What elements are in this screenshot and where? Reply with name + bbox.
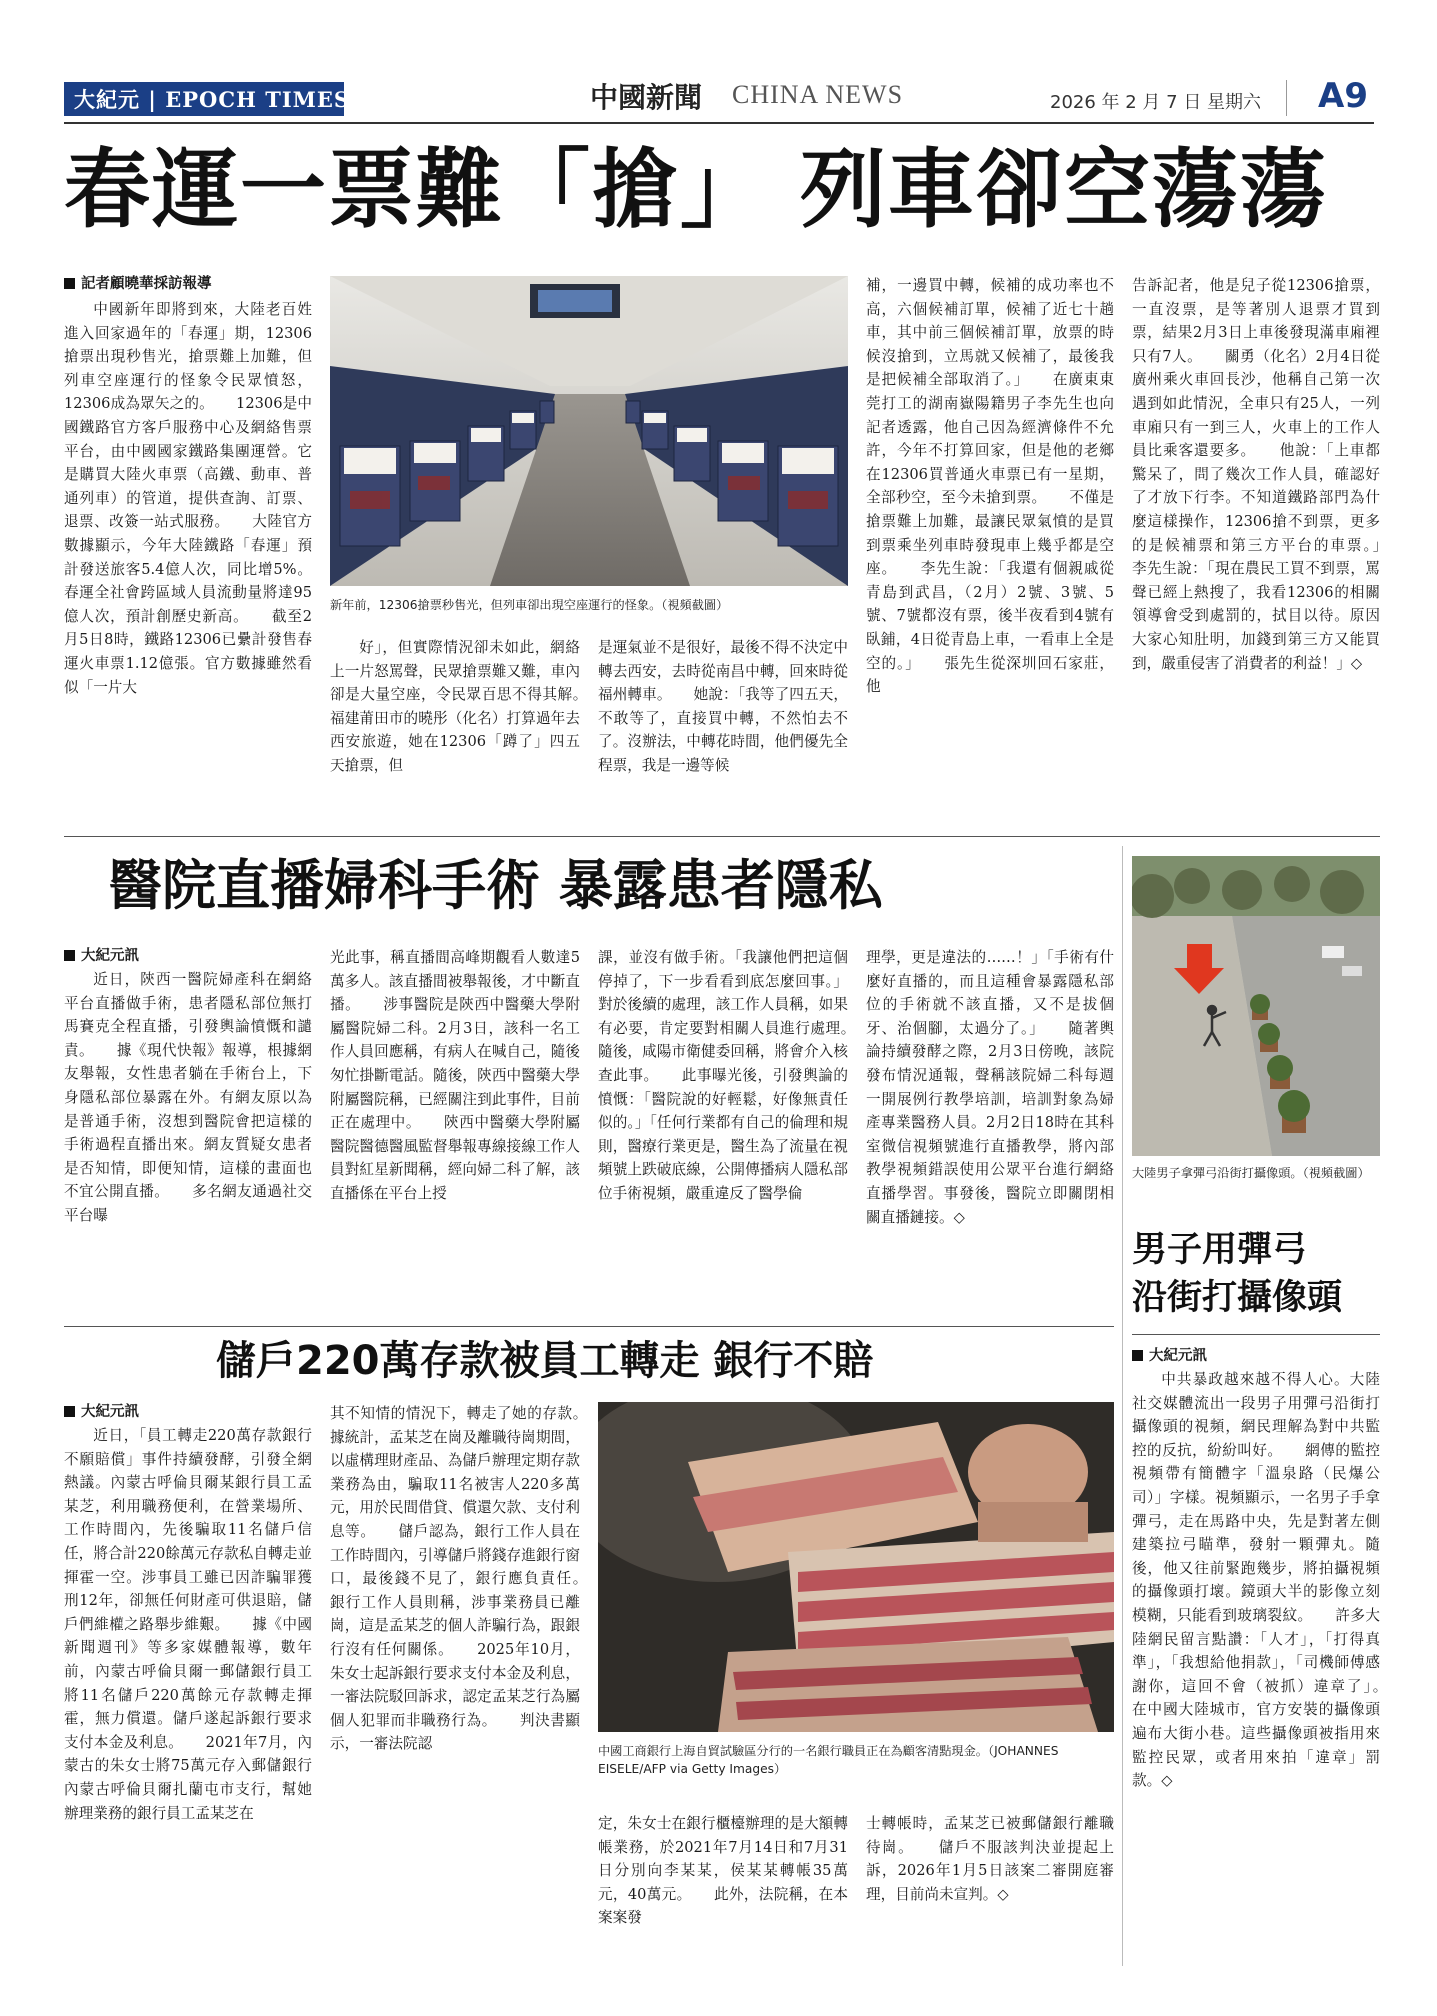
story4-byline: 大紀元訊 xyxy=(64,1400,139,1421)
story1-headline: 春運一票難「搶」 列車卻空蕩蕩 xyxy=(64,139,1328,240)
logo-text: 大紀元 | EPOCH TIMES xyxy=(74,87,351,112)
story3-headline-line-2: 沿街打攝像頭 xyxy=(1132,1278,1343,1318)
story4-headline: 儲戶220萬存款被員工轉走 銀行不賠 xyxy=(216,1338,874,1384)
slingshot-cctv-photo xyxy=(1132,856,1380,1156)
story2-column-3: 課，並沒有做手術。「我讓他們把這個停掉了，下一步看看到底怎麼回事。」對於後續的處理，該工作人員稱，如果有必要，肯定要對相關人員進行處理。 隨後，咸陽市衛健委回稱，將會介入核查此事。 此事曝光後，引發輿論的憤慨：「醫院說的好輕鬆，好像無責任似的。」「任何行業都有自己的倫理和規則，醫療行業更是，醫生為了流量在視頻號上跌破底線，公開傳播病人隱私部位手術視頻，嚴重違反了醫學倫 xyxy=(598,949,848,1202)
issue-date: 2026 年 2 月 7 日 星期六 xyxy=(1050,92,1262,113)
banknote-bundles-image xyxy=(598,1402,1114,1732)
story2-byline: 大紀元訊 xyxy=(64,944,139,965)
story2-column-2: 光此事，稱直播間高峰期觀看人數達5萬多人。該直播間被舉報後，才中斷直播。 涉事醫院是陝西中醫藥大學附屬醫院婦二科。2月3日，該科一名工作人員回應稱，有病人在喊自己，隨後匆忙掛斷電話。隨後，陝西中醫藥大學附屬醫院稱，已經關注到此事件，目前正在處理中。 陝西中醫藥大學附屬醫院醫德醫風監督舉報專線接線工作人員對紅星新聞稱，經向婦二科了解，該直播係在平台上授 xyxy=(330,949,580,1202)
story3-byline: 大紀元訊 xyxy=(1132,1344,1207,1365)
section-divider-1 xyxy=(64,836,1380,837)
story1-column-4: 補，一邊買中轉，候補的成功率也不高，六個候補訂單，候補了近七十趟車，其中前三個候補訂單，放票的時候沒搶到，立馬就又候補了，最後我是把候補全部取消了。」 在廣東東莞打工的湖南嶽陽籍男子李先生也向記者透露，他自己因為經濟條件不允許，今年不打算回家，但是他的老鄉在12306買普通火車票已有一星期，全部秒空，至今未搶到票。 不僅是搶票難上加難，最讓民眾氣憤的是買到票乘坐列車時發現車上幾乎都是空座。 李先生說：「我還有個親戚從青島到武昌，（2月）2號、3號、5號、7號都沒有票，後半夜看到4號有臥鋪，4日從青島上車，一看車上全是空的。」 張先生從深圳回石家莊，他 xyxy=(866,277,1114,696)
story4-column-4: 士轉帳時，孟某芝已被郵儲銀行離職待崗。 儲戶不服該判決並提起上訴，2026年1月5日該案二審開庭審理，目前尚未宣判。◇ xyxy=(866,1815,1114,1903)
story1-byline: 記者顧曉華採訪報導 xyxy=(64,272,212,293)
section-name: 中國新聞 xyxy=(590,81,703,114)
story1-column-2: 好」，但實際情況卻未如此，網絡上一片怒罵聲，民眾搶票難又難，車內卻是大量空座，令民眾百思不得其解。 福建莆田市的曉彤（化名）打算過年去西安旅遊，她在12306「蹲了」四五天搶票，但 xyxy=(330,639,580,774)
story2-column-1: 近日，陝西一醫院婦產科在網絡平台直播做手術，患者隱私部位無打馬賽克全程直播，引發輿論憤慨和譴責。 據《現代快報》報導，根據網友舉報，女性患者躺在手術台上，下身隱私部位暴露在外。有網友原以為是普通手術，沒想到醫院會把這樣的手術過程直播出來。網友質疑女患者是否知情，即便知情，這樣的畫面也不宜公開直播。 多名網友通過社交平台曝 xyxy=(64,971,312,1224)
story2-headline: 醫院直播婦科手術 暴露患者隱私 xyxy=(108,854,883,917)
story3-headline xyxy=(1132,1226,1342,1322)
story3-headline-line-1: 男子用彈弓 xyxy=(1132,1230,1308,1270)
story4-photo-caption: 中國工商銀行上海自貿試驗區分行的一名銀行職員正在為顧客清點現金。（JOHANNES EISELE/AFP via Getty Images） xyxy=(598,1744,1059,1776)
story1-column-3: 是運氣並不是很好，最後不得不決定中轉去西安，去時從南昌中轉，回來時從福州轉車。 她說：「我等了四五天，不敢等了，直接買中轉，不然怕去不了。沒辦法，中轉花時間，他們優先全程票，我是一邊等候 xyxy=(598,639,848,774)
story1-column-1: 中國新年即將到來，大陸老百姓進入回家過年的「春運」期，12306搶票出現秒售光，搶票難上加難，但列車空座運行的怪象令民眾憤怒，12306成為眾矢之的。 12306是中國鐵路官方客戶服務中心及網絡售票平台，由中國國家鐵路集團運營。它是購買大陸火車票（高鐵、動車、普通列車）的管道，提供查詢、訂票、退票、改簽一站式服務。 大陸官方數據顯示，今年大陸鐵路「春運」預計發送旅客5.4億人次，同比增5%。春運全社會跨區域人員流動量將達95億人次，預計創歷史新高。 截至2月5日8時，鐵路12306已纍計發售春運火車票1.12億張。官方數據雖然看似「一片大 xyxy=(64,301,312,696)
column-divider xyxy=(1122,846,1123,1966)
story2-column-4: 理學，更是違法的……！」「手術有什麼好直播的，而且這種會暴露隱私部位的手術就不該直播，又不是拔個牙、治個腳，太過分了。」 隨著輿論持續發酵之際，2月3日傍晚，該院發布情況通報，聲稱該院婦二科每週一開展例行教學培訓，培訓對象為婦產專業醫務人員。2月2日18時在其科室微信視頻號進行直播教學，將內部教學視頻錯誤使用公眾平台進行網絡直播學習。事發後，醫院立即關閉相關直播鏈接。◇ xyxy=(866,949,1114,1226)
story4-column-1: 近日，「員工轉走220萬存款銀行不願賠償」事件持續發酵，引發全網熱議。內蒙古呼倫貝爾某銀行員工孟某芝，利用職務便利，在營業場所、工作時間內，先後騙取11名儲戶信任，將合計220餘萬元存款私自轉走並揮霍一空。涉事員工雖已因詐騙罪獲刑12年，卻無任何財產可供退賠，儲戶們維權之路舉步維艱。 據《中國新聞週刊》等多家媒體報導，數年前，內蒙古呼倫貝爾一郵儲銀行員工將11名儲戶220萬餘元存款轉走揮霍，無力償還。儲戶遂起訴銀行要求支付本金及利息。 2021年7月，內蒙古的朱女士將75萬元存入郵儲銀行內蒙古呼倫貝爾扎蘭屯市支行，幫她辦理業務的銀行員工孟某芝在 xyxy=(64,1427,312,1822)
page-number: A9 xyxy=(1318,76,1368,116)
story3-body: 中共暴政越來越不得人心。大陸社交媒體流出一段男子用彈弓沿街打攝像頭的視頻，網民理解為對中共監控的反抗，紛紛叫好。 網傳的監控視頻帶有簡體字「溫泉路（民爆公司）」字樣。視頻顯示，一名男子手拿彈弓，走在馬路中央，先是對著左側建築拉弓瞄準，發射一顆彈丸。隨後，他又往前緊跑幾步，將拍攝視頻的攝像頭打壞。鏡頭大半的影像立刻模糊，只能看到玻璃裂紋。 許多大陸網民留言點讚：「人才」，「打得真準」，「我想給他捐款」，「司機師傅感謝你，這回不會（被抓）違章了」。 在中國大陸城市，官方安裝的攝像頭遍布大街小巷。這些攝像頭被指用來監控民眾，或者用來拍「違章」罰款。◇ xyxy=(1132,1371,1380,1790)
masthead-divider xyxy=(1286,80,1287,116)
story1-photo-caption: 新年前，12306搶票秒售光，但列車卻出現空座運行的怪象。（視頻截圖） xyxy=(330,598,729,612)
story4-column-3: 定，朱女士在銀行櫃檯辦理的是大額轉帳業務，於2021年7月14日和7月31日分別向李某某，侯某某轉帳35萬元，40萬元。 此外，法院稱，在本案案發 xyxy=(598,1815,848,1927)
train-interior-photo xyxy=(330,276,848,586)
street-surveillance-image xyxy=(1132,856,1380,1156)
section-name-english: CHINA NEWS xyxy=(732,80,904,109)
epoch-times-logo xyxy=(64,82,351,116)
story1-column-5: 告訴記者，他是兒子從12306搶票，一直沒票，是等著別人退票才買到票，結果2月3日上車後發現滿車廂裡只有7人。 關勇（化名）2月4日從廣州乘火車回長沙，他稱自己第一次遇到如此情況，全車只有25人，一列車廂只有一到三人，火車上的工作人員比乘客還要多。 他說：「上車都驚呆了，問了幾次工作人員，確認好了才放下行李。不知道鐵路部門為什麼這樣操作，12306搶不到票，更多的是候補票和第三方平台的車票。」 李先生說：「現在農民工買不到票，罵聲已經上熱搜了，我看12306的相關領導會受到處罰的，拭目以待。原因大家心知肚明，加錢到第三方又能買到，嚴重侵害了消費者的利益！」◇ xyxy=(1132,277,1380,672)
section-divider-2 xyxy=(64,1326,1114,1327)
empty-train-carriage-image xyxy=(330,276,848,586)
story3-divider xyxy=(1132,1334,1380,1335)
story3-photo-caption: 大陸男子拿彈弓沿街打攝像頭。（視頻截圖） xyxy=(1132,1166,1370,1180)
story4-column-2: 其不知情的情況下，轉走了她的存款。 據統計，孟某芝在崗及離職待崗期間，以虛構理財產品、為儲戶辦理定期存款業務為由，騙取11名被害人220多萬元，用於民間借貸、償還欠款、支付利息等。 儲戶認為，銀行工作人員在工作時間內，引導儲戶將錢存進銀行窗口，最後錢不見了，銀行應負責任。 銀行工作人員則稱，涉事業務員已離崗，這是孟某芝的個人詐騙行為，跟銀行沒有任何關係。 2025年10月，朱女士起訴銀行要求支付本金及利息，一審法院駁回訴求，認定孟某芝行為屬個人犯罪而非職務行為。 判決書顯示，一審法院認 xyxy=(330,1405,580,1753)
bank-cash-photo xyxy=(598,1402,1114,1732)
masthead-rule xyxy=(64,122,1374,124)
